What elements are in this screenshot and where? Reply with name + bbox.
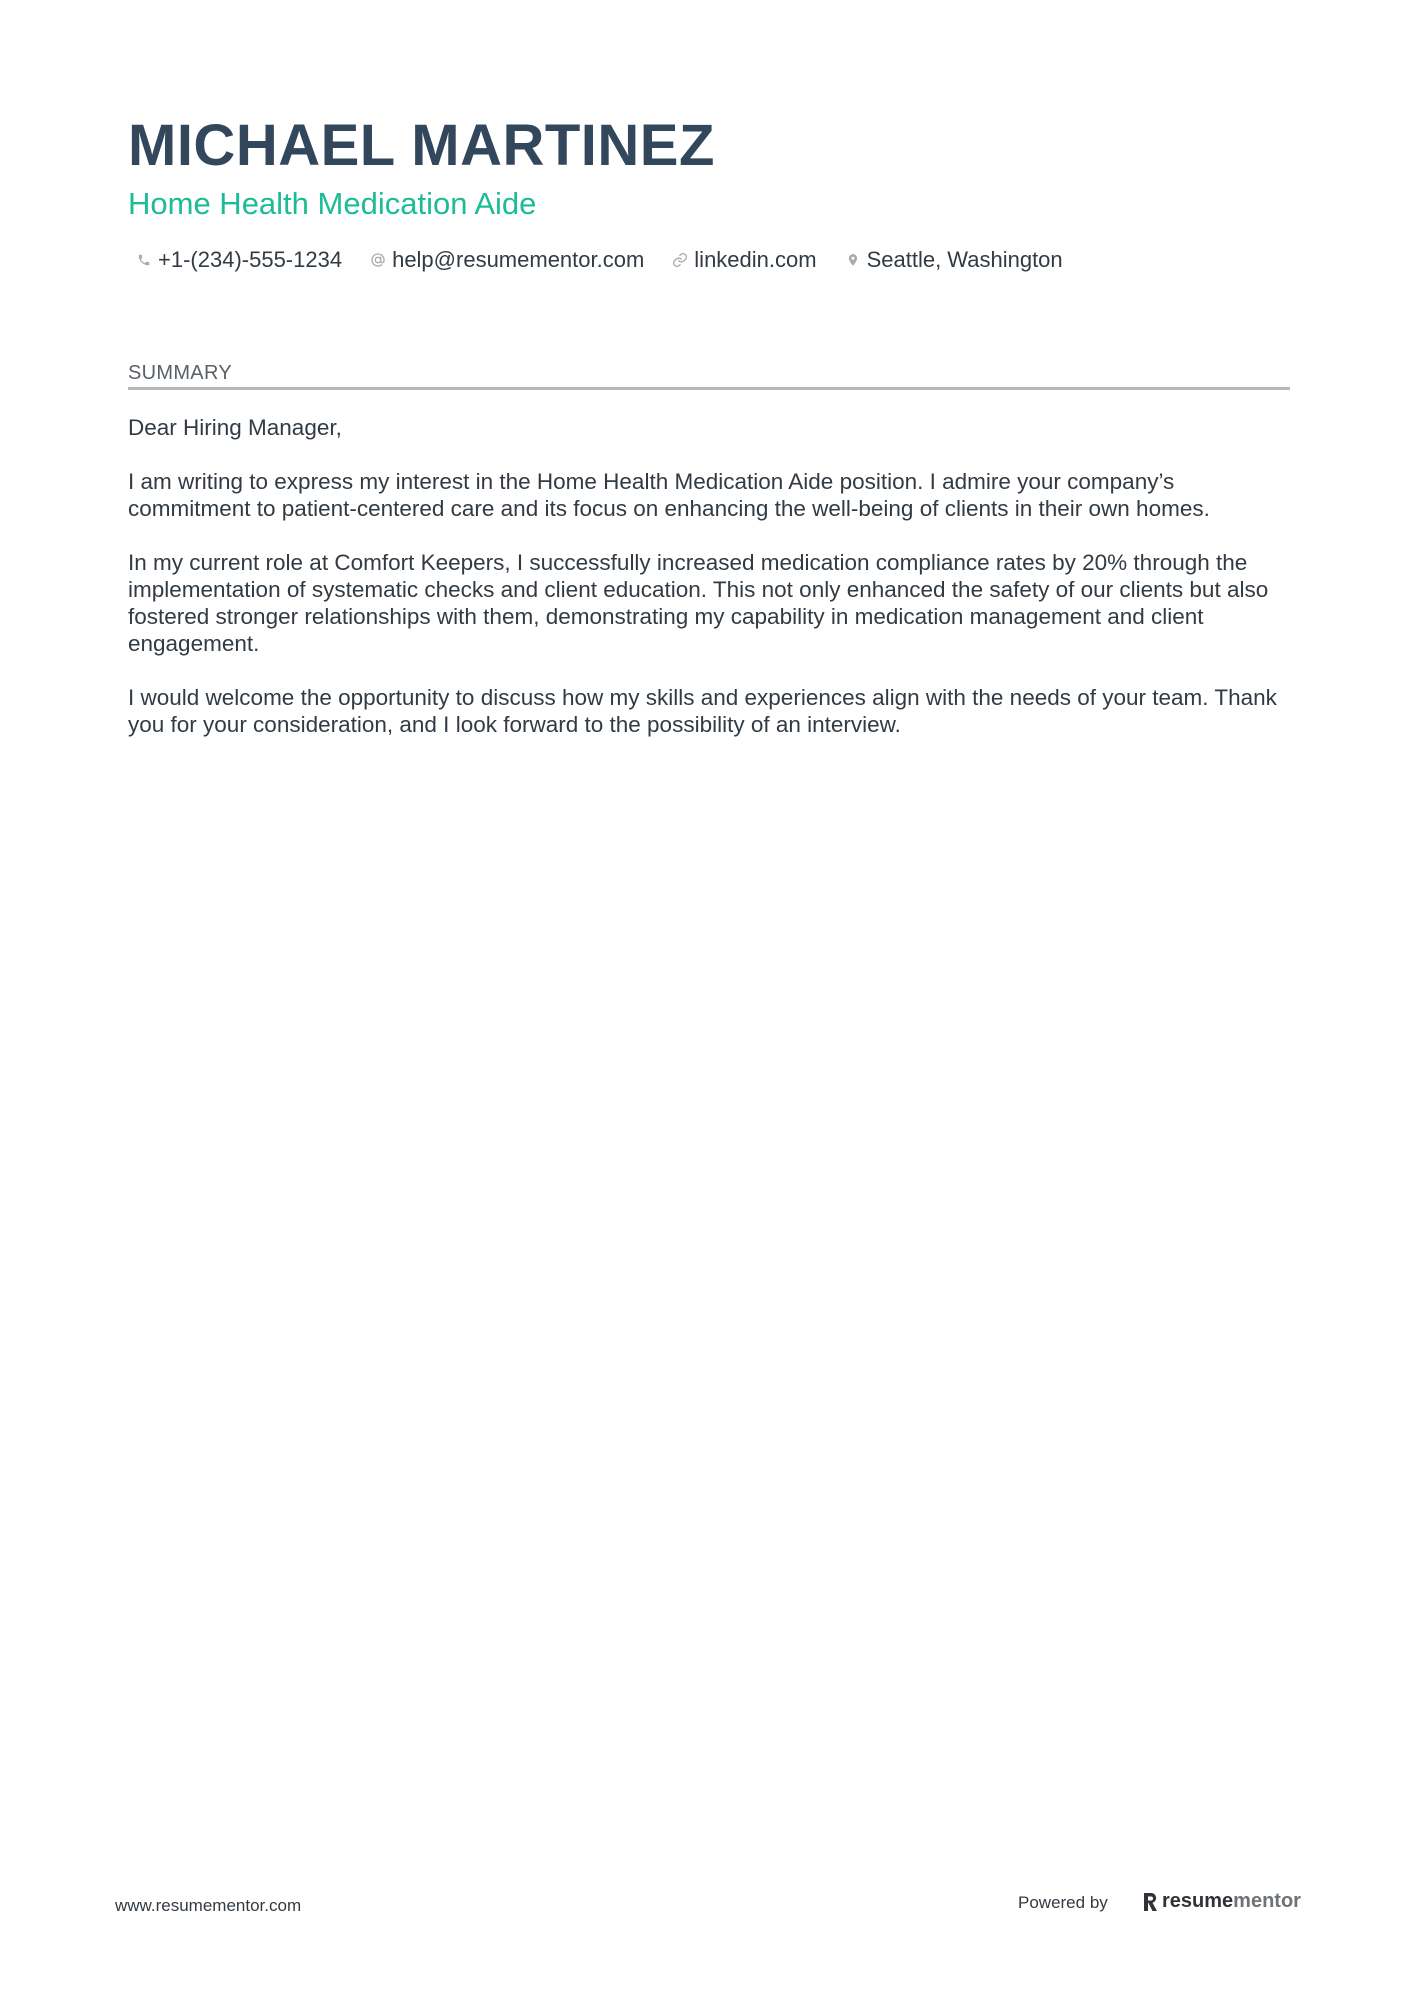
link-icon [670, 249, 690, 271]
contact-location [843, 245, 1063, 275]
contact-linkedin-text: linkedin.com [694, 247, 817, 272]
job-title: Home Health Medication Aide [128, 186, 537, 221]
brand-word-mentor: mentor [1233, 1890, 1301, 1912]
resumementor-logo-icon [1142, 1892, 1158, 1912]
brand-word-resume: resume [1162, 1890, 1234, 1912]
summary-heading: SUMMARY [128, 362, 232, 384]
footer-website-link[interactable]: www.resumementor.com [115, 1896, 302, 1915]
contact-email-text: help@resumementor.com [392, 247, 645, 272]
summary-body [128, 414, 1300, 765]
contact-phone-text: +1-(234)-555-1234 [158, 247, 343, 272]
contact-linkedin[interactable] [670, 245, 816, 275]
letter-paragraph: In my current role at Comfort Keepers, I successfully increased medication compliance rates by 20% through the implementation of systematic checks and client education. This not only enhanced the safety of our clients but also fostered stronger relationships with them, demonstrating my capability in medication management and client engagement. [128, 550, 1269, 656]
resumementor-logo[interactable] [1142, 1890, 1301, 1913]
contact-phone[interactable] [134, 245, 342, 275]
contact-location-text: Seattle, Washington [866, 247, 1063, 272]
location-pin-icon [843, 249, 863, 271]
at-icon [368, 249, 388, 271]
candidate-name: MICHAEL MARTINEZ [128, 113, 715, 178]
section-divider [128, 387, 1290, 390]
contact-bar [134, 245, 1089, 275]
letter-paragraph: I am writing to express my interest in the Home Health Medication Aide position. I admire your company’s commitment to patient-centered care and its focus on enhancing the well-being of clients in their own homes. [128, 469, 1210, 521]
contact-email[interactable] [368, 245, 644, 275]
phone-icon [134, 249, 154, 271]
letter-paragraph: I would welcome the opportunity to discuss how my skills and experiences align with the needs of your team. Thank you for your consideration, and I look forward to the possibility of an interview. [128, 685, 1277, 737]
powered-by-label: Powered by [1018, 1893, 1108, 1912]
letter-salutation: Dear Hiring Manager, [128, 415, 342, 440]
